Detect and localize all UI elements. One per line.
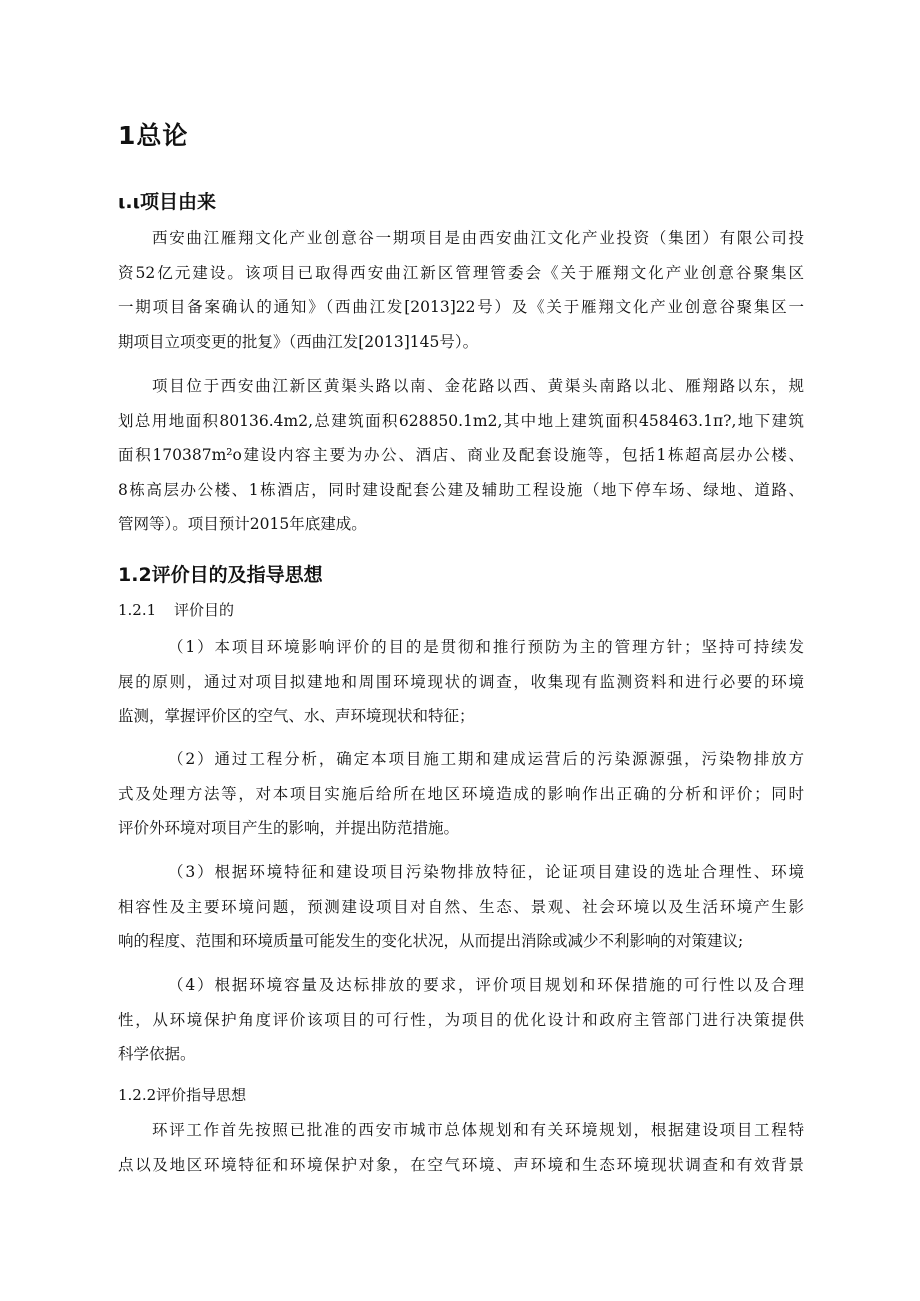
text-line: 划总用地面积80136.4m2,总建筑面积628850.1m2,其中地上建筑面积458463.1π?,地下建筑 <box>118 411 804 430</box>
text-line: 8栋高层办公楼、1栋酒店，同时建设配套公建及辅助工程设施（地下停车场、绿地、道路、 <box>118 480 804 499</box>
text-line: 一期项目备案确认的通知》（西曲江发[2013]22号）及《关于雁翔文化产业创意谷聚集区一 <box>118 298 804 316</box>
paragraph-purpose-4 <box>118 968 804 1072</box>
text-line: （4）根据环境容量及达标排放的要求，评价项目规划和环保措施的可行性以及合理 <box>168 976 804 994</box>
text-line: 科学依据。 <box>118 1045 196 1063</box>
text-line: （3）根据环境特征和建设项目污染物排放特征，论证项目建设的选址合理性、环境 <box>168 863 804 881</box>
text-line: 式及处理方法等，对本项目实施后给所在地区环境造成的影响作出正确的分析和评价；同时 <box>118 784 804 803</box>
subsection-title: 评价目的 <box>174 601 235 619</box>
paragraph-purpose-3 <box>118 855 804 959</box>
text-line: 西安曲江雁翔文化产业创意谷一期项目是由西安曲江文化产业投资（集团）有限公司投 <box>152 229 804 247</box>
text-line: 性，从环境保护角度评价该项目的可行性，为项目的优化设计和政府主管部门进行决策提供 <box>118 1010 804 1029</box>
subsection-heading-1-2-1 <box>118 599 234 620</box>
text-line: 项目位于西安曲江新区黄渠头路以南、金花路以西、黄渠头南路以北、雁翔路以东，规 <box>152 377 804 395</box>
text-line: 监测，掌握评价区的空气、水、声环境现状和特征； <box>118 707 475 725</box>
subsection-number: 1.2.1 <box>118 601 157 619</box>
text-line: 响的程度、范围和环境质量可能发生的变化状况，从而提出消除或减少不利影响的对策建议; <box>118 932 744 950</box>
text-line: （2）通过工程分析，确定本项目施工期和建成运营后的污染源源强，污染物排放方 <box>168 750 804 768</box>
paragraph-purpose-1 <box>118 630 804 734</box>
text-line: （1）本项目环境影响评价的目的是贯彻和推行预防为主的管理方针；坚持可持续发 <box>168 638 804 656</box>
section-heading-1-1: ι.ι项目由来 <box>118 191 217 213</box>
paragraph-purpose-2 <box>118 742 804 846</box>
paragraph-guiding-ideas <box>118 1113 804 1182</box>
text-line: 管网等）。项目预计2015年底建成。 <box>118 515 367 533</box>
text-line: 资52亿元建设。该项目已取得西安曲江新区管理管委会《关于雁翔文化产业创意谷聚集区 <box>118 263 804 282</box>
text-line: 展的原则，通过对项目拟建地和周围环境现状的调查，收集现有监测资料和进行必要的环境 <box>118 672 804 691</box>
chapter-title: 1总论 <box>118 121 189 150</box>
paragraph-project-location <box>118 369 804 542</box>
text-line: 期项目立项变更的批复》（西曲江发[2013]145号）。 <box>118 332 479 351</box>
text-line: 相容性及主要环境问题，预测建设项目对自然、生态、景观、社会环境以及生活环境产生影 <box>118 897 804 916</box>
text-line: 评价外环境对项目产生的影响，并提出防范措施。 <box>118 819 460 837</box>
text-line: 面积170387m²o建设内容主要为办公、酒店、商业及配套设施等，包括1栋超高层办公楼、 <box>118 446 804 464</box>
text-line: 点以及地区环境特征和环境保护对象，在空气环境、声环境和生态环境现状调查和有效背景 <box>118 1155 804 1174</box>
section-heading-1-2: 1.2评价目的及指导思想 <box>118 564 323 586</box>
subsection-heading-1-2-2: 1.2.2评价指导思想 <box>118 1086 247 1104</box>
paragraph-project-origin <box>118 221 804 359</box>
text-line: 环评工作首先按照已批准的西安市城市总体规划和有关环境规划，根据建设项目工程特 <box>152 1121 804 1139</box>
